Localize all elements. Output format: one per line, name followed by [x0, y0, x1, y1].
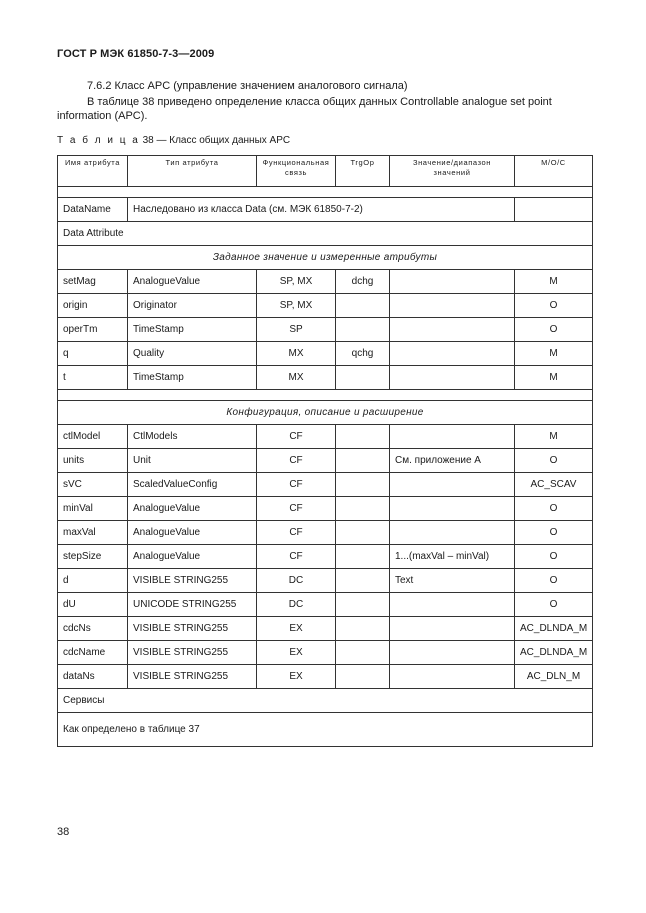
moc-cell: O	[515, 449, 593, 473]
attr-type-cell: TimeStamp	[128, 366, 257, 390]
value-cell	[390, 521, 515, 545]
value-cell	[390, 294, 515, 318]
attr-name-cell: cdcNs	[58, 617, 128, 641]
attr-type-cell: TimeStamp	[128, 318, 257, 342]
table-row	[58, 425, 593, 449]
dataname-cell: DataName	[58, 198, 128, 222]
value-cell	[390, 425, 515, 449]
attr-type-cell: Originator	[128, 294, 257, 318]
trgop-cell	[336, 473, 390, 497]
trgop-cell	[336, 569, 390, 593]
section-label: Заданное значение и измеренные атрибуты	[58, 246, 593, 270]
column-header: M/O/C	[515, 156, 593, 187]
attr-name-cell: cdcName	[58, 641, 128, 665]
attr-name-cell: sVC	[58, 473, 128, 497]
column-header: Значение/диапазон значений	[390, 156, 515, 187]
fc-cell: MX	[257, 342, 336, 366]
services-text: Как определено в таблице 37	[58, 713, 593, 747]
attr-type-cell: VISIBLE STRING255	[128, 569, 257, 593]
table-row	[58, 270, 593, 294]
value-cell	[390, 342, 515, 366]
services-row	[58, 689, 593, 713]
attr-name-cell: q	[58, 342, 128, 366]
section-label: Конфигурация, описание и расширение	[58, 401, 593, 425]
value-cell	[390, 473, 515, 497]
trgop-cell	[336, 545, 390, 569]
trgop-cell	[336, 425, 390, 449]
section-row	[58, 246, 593, 270]
intro-paragraph: В таблице 38 приведено определение класса общих данных Controllable analogue set point information (APC).	[57, 96, 552, 122]
column-header: Функциональная связь	[257, 156, 336, 187]
attr-name-cell: t	[58, 366, 128, 390]
value-cell	[390, 593, 515, 617]
moc-cell: O	[515, 569, 593, 593]
moc-cell: O	[515, 294, 593, 318]
attr-type-cell: CtlModels	[128, 425, 257, 449]
moc-cell: O	[515, 521, 593, 545]
data-attribute-label: Data Attribute	[58, 222, 593, 246]
moc-cell: AC_DLNDA_M	[515, 617, 593, 641]
table-row	[58, 497, 593, 521]
table-row	[58, 342, 593, 366]
services-label: Сервисы	[58, 689, 593, 713]
fc-cell: CF	[257, 473, 336, 497]
attr-name-cell: setMag	[58, 270, 128, 294]
data-attribute-row	[58, 222, 593, 246]
fc-cell: SP	[257, 318, 336, 342]
column-header: Имя атрибута	[58, 156, 128, 187]
attr-type-cell: Quality	[128, 342, 257, 366]
value-cell	[390, 665, 515, 689]
fc-cell: EX	[257, 665, 336, 689]
section-title: 7.6.2 Класс APC (управление значением аналогового сигнала)	[87, 80, 408, 92]
fc-cell: SP, MX	[257, 270, 336, 294]
attr-name-cell: origin	[58, 294, 128, 318]
attr-name-cell: d	[58, 569, 128, 593]
table-row	[58, 665, 593, 689]
trgop-cell: dchg	[336, 270, 390, 294]
value-cell	[390, 617, 515, 641]
moc-cell: O	[515, 545, 593, 569]
moc-cell: M	[515, 342, 593, 366]
attr-type-cell: AnalogueValue	[128, 270, 257, 294]
moc-cell: AC_DLN_M	[515, 665, 593, 689]
attr-type-cell: AnalogueValue	[128, 545, 257, 569]
column-header: Тип атрибута	[128, 156, 257, 187]
moc-cell: M	[515, 270, 593, 294]
spacer-row	[58, 390, 593, 401]
table-row	[58, 318, 593, 342]
attr-name-cell: dataNs	[58, 665, 128, 689]
trgop-cell: qchg	[336, 342, 390, 366]
value-cell	[390, 366, 515, 390]
table-row	[58, 593, 593, 617]
attr-type-cell: VISIBLE STRING255	[128, 665, 257, 689]
attr-type-cell: AnalogueValue	[128, 497, 257, 521]
moc-cell: O	[515, 593, 593, 617]
table-row	[58, 473, 593, 497]
trgop-cell	[336, 366, 390, 390]
table-row	[58, 617, 593, 641]
document-header: ГОСТ Р МЭК 61850-7-3—2009	[57, 48, 215, 60]
trgop-cell	[336, 294, 390, 318]
fc-cell: EX	[257, 617, 336, 641]
attr-type-cell: VISIBLE STRING255	[128, 617, 257, 641]
services-text-row	[58, 713, 593, 747]
fc-cell: CF	[257, 497, 336, 521]
fc-cell: EX	[257, 641, 336, 665]
moc-cell: AC_SCAV	[515, 473, 593, 497]
fc-cell: DC	[257, 593, 336, 617]
table-row	[58, 294, 593, 318]
trgop-cell	[336, 497, 390, 521]
attr-name-cell: operTm	[58, 318, 128, 342]
attr-type-cell: VISIBLE STRING255	[128, 641, 257, 665]
trgop-cell	[336, 617, 390, 641]
empty-cell	[515, 198, 593, 222]
fc-cell: CF	[257, 545, 336, 569]
page-number: 38	[57, 826, 70, 838]
attr-name-cell: stepSize	[58, 545, 128, 569]
trgop-cell	[336, 521, 390, 545]
attr-type-cell: UNICODE STRING255	[128, 593, 257, 617]
spacer-row	[58, 187, 593, 198]
moc-cell: AC_DLNDA_M	[515, 641, 593, 665]
moc-cell: M	[515, 366, 593, 390]
table-header-row	[58, 156, 593, 187]
value-cell: Text	[390, 569, 515, 593]
table-caption-label: Т а б л и ц а	[57, 135, 140, 146]
moc-cell: M	[515, 425, 593, 449]
attr-name-cell: maxVal	[58, 521, 128, 545]
dataname-row	[58, 198, 593, 222]
column-header: TrgOp	[336, 156, 390, 187]
value-cell	[390, 318, 515, 342]
table-row	[58, 366, 593, 390]
attr-type-cell: ScaledValueConfig	[128, 473, 257, 497]
fc-cell: CF	[257, 425, 336, 449]
table-row	[58, 449, 593, 473]
table-row	[58, 521, 593, 545]
attr-name-cell: ctlModel	[58, 425, 128, 449]
attr-name-cell: dU	[58, 593, 128, 617]
fc-cell: CF	[257, 449, 336, 473]
table-row	[58, 545, 593, 569]
attr-type-cell: AnalogueValue	[128, 521, 257, 545]
value-cell: См. приложение А	[390, 449, 515, 473]
value-cell: 1...(maxVal – minVal)	[390, 545, 515, 569]
table-row	[58, 569, 593, 593]
value-cell	[390, 270, 515, 294]
trgop-cell	[336, 318, 390, 342]
trgop-cell	[336, 665, 390, 689]
trgop-cell	[336, 641, 390, 665]
attr-name-cell: minVal	[58, 497, 128, 521]
table-caption	[57, 135, 290, 146]
value-cell	[390, 497, 515, 521]
fc-cell: SP, MX	[257, 294, 336, 318]
moc-cell: O	[515, 497, 593, 521]
table-row	[58, 641, 593, 665]
fc-cell: DC	[257, 569, 336, 593]
attr-name-cell: units	[58, 449, 128, 473]
moc-cell: O	[515, 318, 593, 342]
section-row	[58, 401, 593, 425]
trgop-cell	[336, 593, 390, 617]
fc-cell: CF	[257, 521, 336, 545]
attr-type-cell: Unit	[128, 449, 257, 473]
table-caption-text: 38 — Класс общих данных APC	[142, 135, 291, 146]
fc-cell: MX	[257, 366, 336, 390]
value-cell	[390, 641, 515, 665]
apc-class-table	[57, 155, 593, 747]
trgop-cell	[336, 449, 390, 473]
dataname-inherit-cell: Наследовано из класса Data (см. МЭК 61850-7-2)	[128, 198, 515, 222]
